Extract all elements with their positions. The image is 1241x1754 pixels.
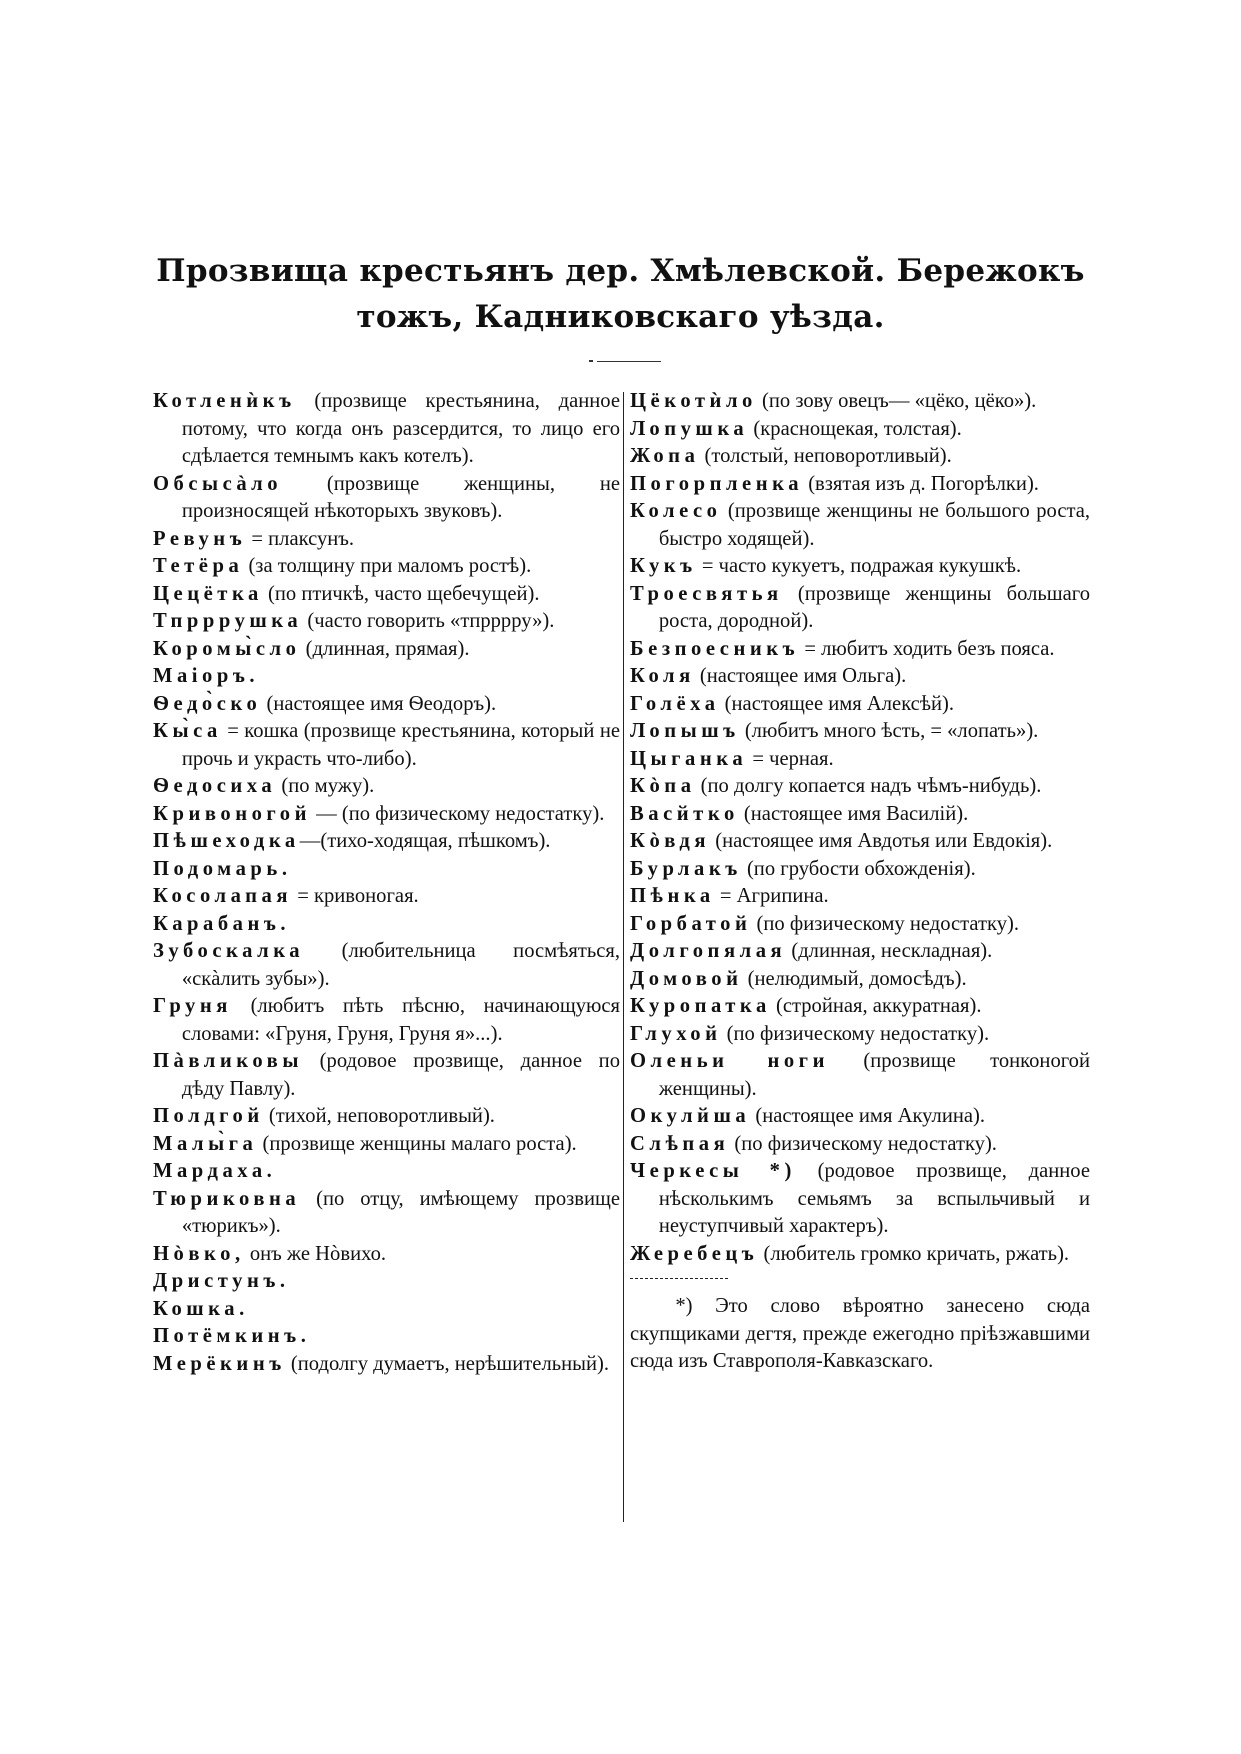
nickname-explanation: (прозвище женщины малаго роста). — [257, 1132, 577, 1155]
nickname-headword: Глухой — [630, 1022, 722, 1045]
nickname-entry — [630, 801, 1090, 829]
nickname-entry — [153, 553, 620, 581]
nickname-headword: Кòвдя — [630, 830, 711, 852]
nickname-headword: Карабанъ. — [153, 912, 291, 935]
nickname-entry — [630, 1241, 1090, 1269]
nickname-explanation: (по зову овецъ— «цёко, цёко»). — [756, 390, 1037, 412]
nickname-entry — [153, 1296, 620, 1324]
nickname-entry — [153, 718, 620, 773]
nickname-explanation: = любитъ ходить безъ пояса. — [799, 637, 1055, 660]
nickname-headword: Лопушка — [630, 417, 749, 440]
nickname-explanation: = черная. — [747, 747, 834, 770]
nickname-headword: Голёха — [630, 692, 720, 715]
column-divider — [623, 392, 624, 1522]
nickname-explanation: (настоящее имя Акулина). — [750, 1105, 986, 1127]
nickname-entry — [630, 1103, 1090, 1131]
nickname-headword: Лопышъ — [630, 720, 740, 742]
nickname-headword: Горбатой — [630, 912, 752, 935]
nickname-explanation: (по физическому недостатку). — [721, 1022, 990, 1045]
nickname-explanation: (прозвище женщины не большого роста, быстро ходящей). — [658, 500, 1090, 550]
nickname-explanation: (настоящее имя Василій). — [738, 802, 969, 825]
nickname-entry — [630, 663, 1090, 691]
nickname-entry — [630, 938, 1090, 966]
nickname-headword: Кукъ — [630, 555, 697, 577]
nickname-entry — [630, 553, 1090, 581]
nickname-entry — [630, 1021, 1090, 1049]
nickname-entry — [630, 1158, 1090, 1241]
nickname-headword: Цецётка — [153, 582, 263, 605]
nickname-headword: Зубоскалка — [153, 940, 305, 962]
nickname-headword: Окулйша — [630, 1105, 751, 1127]
nickname-explanation: (стройная, аккуратная). — [770, 995, 982, 1017]
nickname-headword: Потёмкинъ. — [153, 1325, 311, 1347]
nickname-headword: Кривоногой — [153, 802, 312, 825]
nickname-headword: Полдгой — [153, 1105, 264, 1127]
nickname-headword: Коля — [630, 665, 695, 687]
nickname-explanation: — (по физическому недостатку). — [311, 802, 605, 825]
nickname-headword: Ѳедосиха — [153, 775, 277, 797]
nickname-explanation: (любитель громко кричать, ржать). — [758, 1242, 1070, 1265]
nickname-explanation: (настоящее имя Ѳеодоръ). — [261, 692, 497, 715]
nickname-explanation: (любитъ много ѣсть, = «лопать»). — [739, 720, 1039, 742]
nickname-headword: Долгопялая — [630, 940, 787, 962]
nickname-headword: Жеребецъ — [630, 1242, 759, 1265]
nickname-entry — [630, 718, 1090, 746]
nickname-entry — [630, 746, 1090, 774]
nickname-headword: Куропатка — [630, 995, 771, 1017]
nickname-entry — [153, 1158, 620, 1186]
nickname-entry — [630, 443, 1090, 471]
nickname-entry — [153, 828, 620, 856]
nickname-entry — [153, 1048, 620, 1103]
nickname-headword: Васйтко — [630, 802, 739, 825]
nickname-explanation: (прозвище женщины, не произносящей нѣкоторыхъ звуковъ). — [181, 472, 620, 522]
nickname-entry — [153, 773, 620, 801]
nickname-explanation: (за толщину при маломъ ростѣ). — [243, 555, 532, 577]
nickname-entry — [153, 608, 620, 636]
nickname-explanation: (родовое прозвище, данное нѣсколькимъ семьямъ за вспыльчивый и неуступчивый характеръ). — [658, 1160, 1090, 1237]
nickname-explanation: (прозвище крестьянина, данное потому, что когда онъ разсердится, то лицо его сдѣлается темнымъ какъ котелъ). — [181, 390, 620, 467]
nickname-headword: Оленьи ноги — [630, 1050, 829, 1072]
nickname-explanation: (тихой, неповоротливый). — [263, 1105, 495, 1127]
nickname-explanation: —(тихо-ходящая, пѣшкомъ). — [299, 830, 551, 852]
nickname-entry — [153, 856, 620, 884]
nickname-headword: Цыганка — [630, 747, 748, 770]
nickname-headword: Котленѝкъ — [153, 390, 296, 412]
nickname-explanation: (настоящее имя Ольга). — [694, 665, 907, 687]
nickname-entry — [630, 1048, 1090, 1103]
nickname-headword: Подомарь. — [153, 857, 292, 880]
nickname-headword: Троесвятья — [630, 582, 783, 605]
nickname-entry — [630, 416, 1090, 444]
footnote-rule — [630, 1278, 728, 1279]
nickname-headword: Груня — [153, 995, 232, 1017]
nickname-headword: Пѣнка — [630, 885, 715, 907]
nickname-headword: Тетёра — [153, 555, 244, 577]
nickname-explanation: (по грубости обхожденія). — [741, 857, 976, 880]
nickname-explanation: (по физическому недостатку). — [729, 1132, 997, 1155]
nickname-explanation: (нелюдимый, домосѣдъ). — [742, 967, 967, 990]
nickname-headword: Кы̀са — [153, 720, 222, 742]
nickname-explanation: (любитъ пѣть пѣсню, начинающуюся словами: «Груня, Груня, Груня я»...). — [181, 995, 620, 1045]
nickname-explanation: (настоящее имя Алексѣй). — [719, 692, 955, 715]
nickname-headword: Кòпа — [630, 775, 696, 797]
nickname-explanation: (по птичкѣ, часто щебечущей). — [262, 582, 540, 605]
nickname-headword: Пѣшеходка — [153, 830, 300, 852]
title-line-1: Прозвища крестьянъ дер. Хмѣлевской. Бережокъ — [156, 253, 1085, 289]
nickname-entry — [153, 993, 620, 1048]
nickname-explanation: (прозвище женщины большаго роста, дородной). — [658, 582, 1090, 632]
nickname-explanation: (краснощекая, толстая). — [748, 417, 962, 440]
nickname-entry — [153, 526, 620, 554]
nickname-entry — [630, 911, 1090, 939]
nickname-entry — [153, 471, 620, 526]
nickname-explanation: (по физическому недостатку). — [751, 912, 1020, 935]
nickname-entry — [153, 1103, 620, 1131]
nickname-explanation: (любительница посмѣяться, «скàлить зубы»). — [181, 940, 620, 990]
nickname-explanation: (подолгу думаетъ, нерѣшительный). — [285, 1352, 610, 1375]
nickname-explanation: (взятая изъ д. Погорѣлки). — [803, 472, 1039, 495]
nickname-explanation: (толстый, неповоротливый). — [699, 445, 952, 467]
nickname-headword: Бурлакъ — [630, 857, 742, 880]
left-column — [153, 388, 620, 1378]
nickname-entry — [630, 581, 1090, 636]
nickname-headword: Колесо — [630, 500, 722, 522]
nickname-explanation: (по долгу копается надъ чѣмъ-нибудь). — [695, 775, 1042, 797]
nickname-entry — [630, 1131, 1090, 1159]
right-column — [630, 388, 1090, 1376]
nickname-entry — [630, 471, 1090, 499]
nickname-explanation: (длинная, нескладная). — [786, 940, 993, 962]
nickname-entry — [153, 911, 620, 939]
nickname-entry — [153, 1131, 620, 1159]
right-column-entries — [630, 388, 1090, 1268]
nickname-headword: Пàвликовы — [153, 1050, 303, 1072]
nickname-explanation: = Агрипина. — [714, 885, 829, 907]
nickname-headword: Тпрррушка — [153, 610, 303, 632]
nickname-explanation: (часто говорить «тпрррру»). — [302, 610, 555, 632]
nickname-entry — [630, 691, 1090, 719]
nickname-entry — [153, 581, 620, 609]
nickname-entry — [153, 1351, 620, 1379]
nickname-headword: Коромы̀сло — [153, 637, 301, 660]
nickname-headword: Дристунъ. — [153, 1270, 290, 1292]
nickname-headword: Безпоесникъ — [630, 637, 800, 660]
nickname-explanation: = часто кукуетъ, подражая кукушкѣ. — [696, 555, 1022, 577]
nickname-explanation: онъ же Нòвихо. — [244, 1242, 387, 1265]
nickname-headword: Мардаха. — [153, 1160, 277, 1182]
footnote: *) Это слово вѣроятно занесено сюда скупщиками дегтя, прежде ежегодно пріѣзжавшими сюда изъ Ставрополя-Кавказскаго. — [630, 1295, 1090, 1372]
nickname-headword: Косолапая — [153, 885, 293, 907]
nickname-headword: Тюриковна — [153, 1187, 301, 1210]
nickname-headword: Ревунъ — [153, 527, 247, 550]
nickname-entry — [153, 691, 620, 719]
nickname-explanation: (по отцу, имѣющему прозвище «тюрикъ»). — [181, 1187, 620, 1237]
nickname-entry — [153, 801, 620, 829]
nickname-entry — [153, 938, 620, 993]
title-line-2: тожъ, Кадниковскаго уѣзда. — [356, 299, 885, 335]
nickname-explanation: = плаксунъ. — [246, 527, 355, 550]
nickname-headword: Домовой — [630, 967, 743, 990]
nickname-headword: Кошка. — [153, 1297, 249, 1320]
nickname-entry — [630, 993, 1090, 1021]
nickname-entry — [153, 1268, 620, 1296]
nickname-headword: Цёкотѝло — [630, 390, 757, 412]
nickname-headword: Черкесы *) — [630, 1160, 796, 1182]
nickname-entry — [153, 636, 620, 664]
nickname-headword: Нòвко, — [153, 1242, 245, 1265]
nickname-entry — [630, 883, 1090, 911]
nickname-entry — [153, 883, 620, 911]
nickname-headword: Ѳедо̀ско — [153, 692, 262, 715]
nickname-entry — [630, 966, 1090, 994]
nickname-entry — [153, 1323, 620, 1351]
nickname-entry — [153, 388, 620, 471]
nickname-entry — [153, 663, 620, 691]
nickname-explanation: (длинная, прямая). — [300, 637, 470, 660]
nickname-explanation: = кривоногая. — [292, 885, 419, 907]
page-title — [120, 248, 1121, 340]
nickname-entry — [630, 636, 1090, 664]
nickname-headword: Слѣпая — [630, 1132, 730, 1155]
nickname-headword: Малы̀га — [153, 1132, 258, 1155]
nickname-headword: Мерёкинъ — [153, 1352, 286, 1375]
nickname-entry — [630, 498, 1090, 553]
nickname-explanation: (по мужу). — [276, 775, 375, 797]
nickname-explanation: (настоящее имя Авдотья или Евдокія). — [710, 830, 1053, 852]
nickname-entry — [153, 1186, 620, 1241]
nickname-headword: Обсысàло — [153, 472, 283, 495]
nickname-entry — [630, 388, 1090, 416]
section-dash — [597, 361, 661, 362]
nickname-headword: Погорпленка — [630, 472, 804, 495]
nickname-entry — [630, 856, 1090, 884]
nickname-entry — [630, 773, 1090, 801]
nickname-entry — [630, 828, 1090, 856]
nickname-headword: Маіоръ. — [153, 665, 260, 687]
nickname-entry — [153, 1241, 620, 1269]
nickname-explanation: (прозвище тонконогой женщины). — [658, 1050, 1090, 1100]
nickname-explanation: = кошка (прозвище крестьянина, который не прочь и украсть что-либо). — [181, 720, 620, 770]
nickname-explanation: (родовое прозвище, данное по дѣду Павлу). — [181, 1050, 620, 1100]
nickname-headword: Жопа — [630, 445, 700, 467]
